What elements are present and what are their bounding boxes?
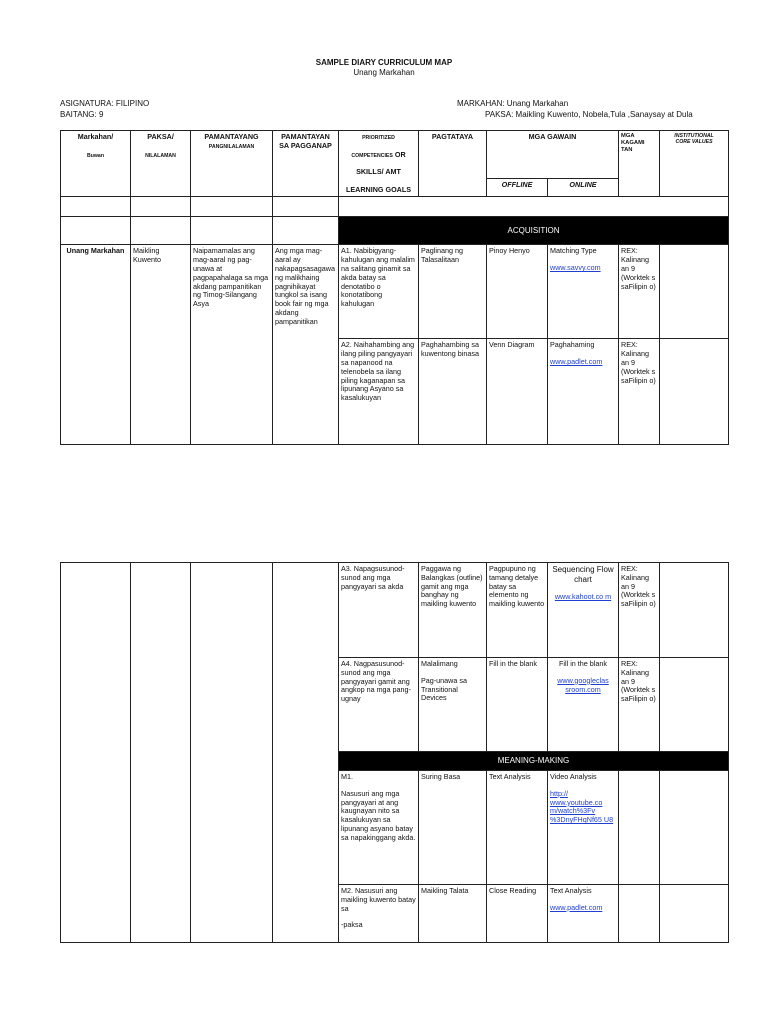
header-pagtataya: PAGTATAYA bbox=[419, 131, 487, 197]
header-offline: OFFLINE bbox=[487, 179, 548, 197]
table-row bbox=[61, 563, 729, 658]
online-cell: Sequencing Flow chart www.kahoot.co m bbox=[548, 563, 619, 658]
header-markahan: Markahan/ Buwan bbox=[61, 131, 131, 197]
kagamitan-cell: REX: Kalinang an 9 (Worktek s saFilipin o) bbox=[619, 339, 660, 445]
core-values-cell bbox=[660, 245, 729, 339]
markahan-label: MARKAHAN: Unang Markahan bbox=[457, 99, 569, 108]
pamantayang-cell: Naipamamalas ang mag-aaral ng pag-unawa at pagpapahalaga sa mga akdang pampanitikan ng Timog-Silangang Asya bbox=[191, 245, 273, 445]
competency-cell: M1. Nasusuri ang mga pangyayari at ang kaugnayan nito sa kasalukuyan sa lipunang asyano batay sa napakinggang akda. bbox=[339, 771, 419, 885]
resource-link[interactable]: http:// www.youtube.co m/watch%3Fv %3DnyFHqNf65 U8 bbox=[550, 788, 614, 825]
pagtataya-cell: Paglinang ng Talasalitaan bbox=[419, 245, 487, 339]
pagtataya-cell: Malalimang Pag-unawa sa Transitional Devices bbox=[419, 658, 487, 752]
asignatura-label: ASIGNATURA: FILIPINO bbox=[60, 99, 150, 108]
acquisition-band-row bbox=[61, 217, 729, 245]
header-prioritized: PRIORITIZED COMPETENCIES OR SKILLS/ AMT LEARNING GOALS bbox=[339, 131, 419, 197]
core-values-cell bbox=[660, 339, 729, 445]
spacer-row bbox=[61, 197, 729, 217]
offline-cell: Fill in the blank bbox=[487, 658, 548, 752]
resource-link[interactable]: www.padlet.com bbox=[550, 357, 603, 367]
competency-cell: M2. Nasusuri ang maikling kuwento batay sa -paksa bbox=[339, 885, 419, 943]
core-values-cell bbox=[660, 658, 729, 752]
core-values-cell bbox=[660, 563, 729, 658]
header-pamantayang: PAMANTAYANG PANGNILALAMAN bbox=[191, 131, 273, 197]
meaning-making-band: MEANING-MAKING bbox=[339, 752, 729, 771]
header-mga-gawain: MGA GAWAIN bbox=[487, 131, 619, 179]
offline-cell: Close Reading bbox=[487, 885, 548, 943]
pagtataya-cell: Suring Basa bbox=[419, 771, 487, 885]
competency-cell: A1. Nabibigyang-kahulugan ang malalim na salitang ginamit sa akda batay sa denotatibo o konotatibong kahulugan bbox=[339, 245, 419, 339]
pamantayan-cell: Ang mga mag-aaral ay nakapagsasagawa ng malikhaing pagnihikayat tungkol sa isang book fair ng mga akdang pampanitikan bbox=[273, 245, 339, 445]
header-paksa: PAKSA/ NILALAMAN bbox=[131, 131, 191, 197]
curriculum-table-page-1 bbox=[60, 130, 729, 445]
resource-link[interactable]: www.savvy.com bbox=[550, 263, 601, 273]
online-cell: Fill in the blank www.googleclas sroom.com bbox=[548, 658, 619, 752]
pagtataya-cell: Maikling Talata bbox=[419, 885, 487, 943]
kagamitan-cell: REX: Kalinang an 9 (Worktek s saFilipin o) bbox=[619, 245, 660, 339]
offline-cell: Pagpupuno ng tamang detalye batay sa elemento ng maikling kuwento bbox=[487, 563, 548, 658]
offline-cell: Pinoy Henyo bbox=[487, 245, 548, 339]
resource-link[interactable]: www.kahoot.co m bbox=[554, 591, 612, 601]
markahan-cell: Unang Markahan bbox=[61, 245, 131, 445]
kagamitan-cell: REX: Kalinang an 9 (Worktek s saFilipin o) bbox=[619, 658, 660, 752]
header-core-values: INSTITUTIONAL CORE VALUES bbox=[660, 131, 729, 197]
pagtataya-cell: Paghahambing sa kuwentong binasa bbox=[419, 339, 487, 445]
curriculum-table-page-2 bbox=[60, 562, 729, 943]
pagtataya-cell: Paggawa ng Balangkas (outline) gamit ang mga banghay ng maikling kuwento bbox=[419, 563, 487, 658]
header-online: ONLINE bbox=[548, 179, 619, 197]
offline-cell: Venn Diagram bbox=[487, 339, 548, 445]
online-cell: Text Analysis www.padlet.com bbox=[548, 885, 619, 943]
competency-cell: A2. Naihahambing ang ilang piling pangyayari sa napanood na telenobela sa ilang piling kaganapan sa lipunang Asyano sa kasalukuyan bbox=[339, 339, 419, 445]
paksa-cell: Maikling Kuwento bbox=[131, 245, 191, 445]
online-cell: Video Analysis http:// www.youtube.co m/watch%3Fv %3DnyFHqNf65 U8 bbox=[548, 771, 619, 885]
header-pamantayan: PAMANTAYAN SA PAGGANAP bbox=[273, 131, 339, 197]
kagamitan-cell: REX: Kalinang an 9 (Worktek s saFilipin o) bbox=[619, 563, 660, 658]
header-kagamitan: MGA KAGAMI TAN bbox=[619, 131, 660, 197]
competency-cell: A4. Nagpasusunod-sunod ang mga pangyayari gamit ang angkop na mga pang-ugnay bbox=[339, 658, 419, 752]
resource-link[interactable]: www.padlet.com bbox=[550, 902, 603, 912]
competency-cell: A3. Napagsusunod-sunod ang mga pangyayari sa akda bbox=[339, 563, 419, 658]
online-cell: Paghahaming www.padlet.com bbox=[548, 339, 619, 445]
document-title: SAMPLE DIARY CURRICULUM MAP bbox=[315, 58, 453, 67]
header-row bbox=[61, 131, 729, 179]
table-row bbox=[61, 245, 729, 339]
offline-cell: Text Analysis bbox=[487, 771, 548, 885]
document-subtitle: Unang Markahan bbox=[353, 68, 415, 77]
paksa-label: PAKSA: Maikling Kuwento, Nobela,Tula ,Sanaysay at Dula bbox=[485, 110, 693, 119]
baitang-label: BAITANG: 9 bbox=[60, 110, 104, 119]
online-cell: Matching Type www.savvy.com bbox=[548, 245, 619, 339]
acquisition-band: ACQUISITION bbox=[339, 217, 729, 245]
resource-link[interactable]: www.googleclas sroom.com bbox=[557, 675, 609, 694]
